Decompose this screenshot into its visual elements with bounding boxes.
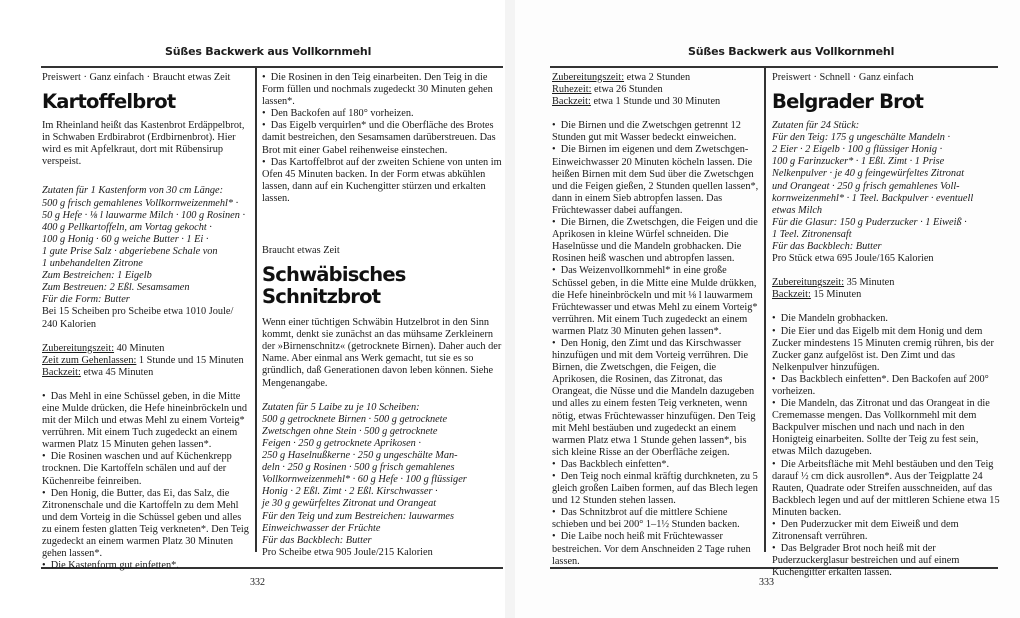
ingredient-line: Zum Bestreichen: 1 Eigelb [42,270,152,282]
belgrader-brot-recipe [772,72,1000,579]
step-item: • Die Mandeln, das Zitronat und das Orangeat in die Crememasse mengen. Das Vollkornmehl mit dem Backpulver mischen und nach und nach in den Honigteig einarbeiten. Sollte der Teig zu fest sein, etwas Milch dazugeben. [772,398,1000,458]
ingredient-line: 500 g getrocknete Birnen · 500 g getrocknete [262,413,448,425]
ingredients-list [262,402,502,547]
ingredient-line: 1 Teel. Zitronensaft [772,228,852,240]
running-head: Süßes Backwerk aus Vollkornmehl [165,45,372,58]
kartoffelbrot-steps-continued [262,72,502,205]
page-number: 333 [759,577,774,588]
schnitzbrot-method [552,72,760,568]
time-prep: Zubereitungszeit: etwa 2 Stunden [552,72,691,83]
step-item: • Den Honig, die Butter, das Ei, das Salz, die Zitronenschale und die Kartoffeln zu dem Mehl und dem Vorteig in die Schüssel geben und alles zu einem festen glatten Teig verkneten*. Den Teig zugedeckt an einem warmen Platz 30 Minuten gehen lassen*. [42,488,250,561]
ingredient-line: 500 g frisch gemahlenes Vollkornweizenmehl* · [42,197,239,209]
ingredient-line: 250 g Haselnußkerne · 250 g ungeschälte Man- [262,450,458,462]
ingredient-line: und Orangeat · 250 g frisch gemahlenes Voll- [772,180,960,192]
ingredient-line: kornweizenmehl* · 1 Teel. Backpulver · eventuell [772,192,974,204]
ingredients-list [42,185,250,306]
schnitzbrot-recipe [262,245,502,559]
right-page [515,0,1020,618]
step-item: • Den Backofen auf 180° vorheizen. [262,108,502,120]
step-item: • Das Mehl in eine Schüssel geben, in die Mitte eine Mulde drücken, die Hefe hineinbröckeln und mit der Milch und etwas Mehl zu einem Vorteig* verrühren. Mit einem Tuch zugedeckt an einem warmen Platz 15 Minuten gehen lassen*. [42,391,250,451]
recipe-tags: Braucht etwas Zeit [262,245,340,256]
step-item: • Das Backblech einfetten*. Den Backofen auf 200° vorheizen. [772,374,1000,398]
time-bake: Backzeit: etwa 45 Minuten [42,366,154,378]
step-item: • Die Rosinen in den Teig einarbeiten. Den Teig in die Form füllen und nochmals zugedeckt 30 Minuten gehen lassen*. [262,72,502,108]
nutrition-info: Pro Scheibe etwa 905 Joule/215 Kalorien [262,546,433,558]
recipe-tags: Preiswert · Schnell · Ganz einfach [772,72,914,83]
ingredient-line: Für die Glasur: 150 g Puderzucker · 1 Eiweiß · [772,216,967,228]
step-item: • Das Kartoffelbrot auf der zweiten Schiene von unten im Ofen 45 Minuten backen. In der Form etwas abkühlen lassen, dann auf ein Kuchengitter stürzen und erkalten lassen. [262,157,502,205]
ingredient-line: 1 unbehandelten Zitrone [42,258,143,270]
recipe-title [262,264,502,308]
column-divider [764,67,766,552]
page-number: 332 [250,577,265,588]
ingredient-line: Einweichwasser der Früchte [262,522,381,534]
ingredient-line: Honig · 2 Eßl. Zimt · 2 Eßl. Kirschwasser · [262,486,438,498]
nutrition-info: Pro Stück etwa 695 Joule/165 Kalorien [772,253,934,265]
ingredient-line: 100 g Farinzucker* · 1 Eßl. Zimt · 1 Prise [772,156,945,168]
ingredient-line: etwas Milch [772,204,823,216]
step-item: • Das Backblech einfetten*. [552,459,760,471]
step-item: • Die Mandeln grobhacken. [772,313,1000,325]
ingredient-line: Für den Teig: 175 g ungeschälte Mandeln · [772,132,951,144]
step-item: • Die Rosinen waschen und auf Küchenkrepp trocknen. Die Kartoffeln schälen und auf der Küchenreibe feinreiben. [42,451,250,487]
step-item: • Das Weizenvollkornmehl* in eine große Schüssel geben, in die Mitte eine Mulde drükken, die Hefe hineinbröckeln und mit ⅛ l lauwarmem Früchtewasser und etwas Mehl zu einem Vorteig* verrühren. Mit einem Tuch zugedeckt an einem warmen Platz 30 Minuten gehen lassen*. [552,265,760,338]
time-bake: Backzeit: 15 Minuten [772,289,862,301]
ingredient-line: Vollkornweizenmehl* · 60 g Hefe · 100 g flüssiger [262,474,467,486]
top-rule [550,66,998,68]
ingredient-line: deln · 250 g Rosinen · 500 g frisch gemahlenes [262,462,455,474]
step-item: • Die Kastenform gut einfetten*. [42,560,250,572]
ingredient-line: 100 g Honig · 60 g weiche Butter · 1 Ei · [42,233,209,245]
step-item: • Die Birnen und die Zwetschgen getrennt 12 Stunden gut mit Wasser bedeckt einweichen. [552,120,760,144]
time-rise: Zeit zum Gehenlassen: 1 Stunde und 15 Minuten [42,354,244,366]
recipe-title: Belgrader Brot [772,90,924,114]
step-item: • Die Eier und das Eigelb mit dem Honig und dem Zucker mindestens 15 Minuten cremig rühren, bis der Zucker ganz aufgelöst ist. Den Zimt und das Nelkenpulver hinzufügen. [772,326,1000,374]
step-item: • Die Arbeitsfläche mit Mehl bestäuben und den Teig darauf ½ cm dick ausrollen*. Aus der Teigplatte 24 Rauten, Quadrate oder Streifen ausschneiden, auf das Backblech legen und auf der mittleren Schiene etwa 15 Minuten backen. [772,459,1000,519]
time-prep: Zubereitungszeit: 35 Minuten [772,277,895,289]
time-prep: Zubereitungszeit: 40 Minuten [42,342,165,354]
recipe-title-line: Schnitzbrot [262,285,381,309]
ingredient-line: 50 g Hefe · ⅛ l lauwarme Milch · 100 g Rosinen · [42,209,246,221]
time-bake: Backzeit: etwa 1 Stunde und 30 Minuten [552,96,721,108]
ingredient-line: Zwetschgen ohne Stein · 500 g getrocknete [262,425,438,437]
recipe-title-line: Schwäbisches [262,263,406,287]
top-rule [41,66,503,68]
nutrition-info: Bei 15 Scheiben pro Scheibe etwa 1010 Joule/ 240 Kalorien [42,306,234,330]
ingredients-heading: Zutaten für 5 Laibe zu je 10 Scheiben: [262,401,420,413]
left-page [0,0,505,618]
kartoffelbrot-recipe [42,72,250,572]
recipe-title: Kartoffelbrot [42,90,176,114]
time-rest: Ruhezeit: etwa 26 Stunden [552,84,663,96]
step-item: • Die Birnen im eigenen und dem Zwetschgen-Einweichwasser 20 Minuten köcheln lassen. Die heißen Birnen mit dem Sud über die Zwetschgen und die Feigen gießen, 2 Stunden quellen lassen*, dann in einem Sieb abtropfen lassen. Das Früchtewasser dabei auffangen. [552,144,760,217]
recipe-intro: Im Rheinland heißt das Kastenbrot Erdäppelbrot, in Schwaben Erdbirabrot (Erdbirnenbrot). Hier wird es mit Apfelkraut, dort mit Rübensirup verspeist. [42,120,245,168]
step-item: • Den Honig, den Zimt und das Kirschwasser hinzufügen und mit dem Vorteig verrühren. Die Birnen, die Zwetschgen, die Feigen, die Aprikosen, die Rosinen, das Zitronat, das Orangeat, die Nüsse und die Mandeln dazugeben und alles zu einem festen Teig verkneten, wenn nötig, etwas Früchtewasser hinzufügen. Den Teig mit Mehl bestäuben und zugedeckt an einem warmen Platz etwa 1 Stunde gehen lassen*, bis sich kleine Risse an der Oberfläche zeigen. [552,338,760,459]
step-item: • Die Laibe noch heiß mit Früchtewasser bestreichen. Vor dem Anschneiden 2 Tage ruhen lassen. [552,531,760,567]
ingredient-line: 2 Eier · 2 Eigelb · 100 g flüssiger Honig · [772,144,943,156]
ingredient-line: Für den Teig und zum Bestreichen: lauwarmes [262,510,455,522]
ingredient-line: Für die Form: Butter [42,294,130,306]
step-item: • Das Eigelb verquirlen* und die Oberfläche des Brotes damit bestreichen, den Sesamsamen darüberstreuen. Das Brot mit einer Gabel reihenweise einstechen. [262,120,502,156]
ingredients-heading: Zutaten für 24 Stück: [772,120,860,132]
ingredients-list [772,120,1000,253]
step-item: • Den Puderzucker mit dem Eiweiß und dem Zitronensaft verrühren. [772,519,1000,543]
recipe-intro: Wenn einer tüchtigen Schwäbin Hutzelbrot in den Sinn kommt, denkt sie zunächst an das mühsame Zerkleinern der »Birnenschnitz« (getrocknete Birnen). Daher auch der Name. Aber einmal ans Werk gemacht, tut sie es so gründlich, daß Generationen davon leben können. Siehe Mengenangabe. [262,317,502,389]
ingredient-line: 400 g Pellkartoffeln, am Vortag gekocht · [42,221,212,233]
step-item: • Die Birnen, die Zwetschgen, die Feigen und die Aprikosen in kleine Würfel schneiden. Die Haselnüsse und die Mandeln grobhacken. Die Rosinen heiß waschen und abtropfen lassen. [552,217,760,265]
ingredient-line: 1 gute Prise Salz · abgeriebene Schale von [42,245,218,257]
step-item: • Den Teig noch einmal kräftig durchkneten, zu 5 gleich großen Laiben formen, auf das Blech legen und 12 Stunden stehen lassen. [552,471,760,507]
ingredient-line: Zum Bestreuen: 2 Eßl. Sesamsamen [42,282,190,294]
recipe-tags: Preiswert · Ganz einfach · Braucht etwas Zeit [42,72,231,83]
ingredient-line: Nelkenpulver · je 40 g feingewürfeltes Zitronat [772,168,965,180]
step-item: • Das Schnitzbrot auf die mittlere Schiene schieben und bei 200° 1–1½ Stunden backen. [552,507,760,531]
ingredient-line: Feigen · 250 g getrocknete Aprikosen · [262,437,421,449]
running-head: Süßes Backwerk aus Vollkornmehl [688,45,895,58]
column-divider [255,67,257,552]
ingredient-line: je 30 g gewürfeltes Zitronat und Orangeat [262,498,437,510]
book-gutter [505,0,515,618]
ingredient-line: Für das Backblech: Butter [772,241,882,253]
step-item: • Das Belgrader Brot noch heiß mit der Puderzuckerglasur bestreichen und auf einem Kuchengitter erkalten lassen. [772,543,1000,579]
ingredients-heading: Zutaten für 1 Kastenform von 30 cm Länge: [42,185,224,197]
ingredient-line: Für das Backblech: Butter [262,534,372,546]
